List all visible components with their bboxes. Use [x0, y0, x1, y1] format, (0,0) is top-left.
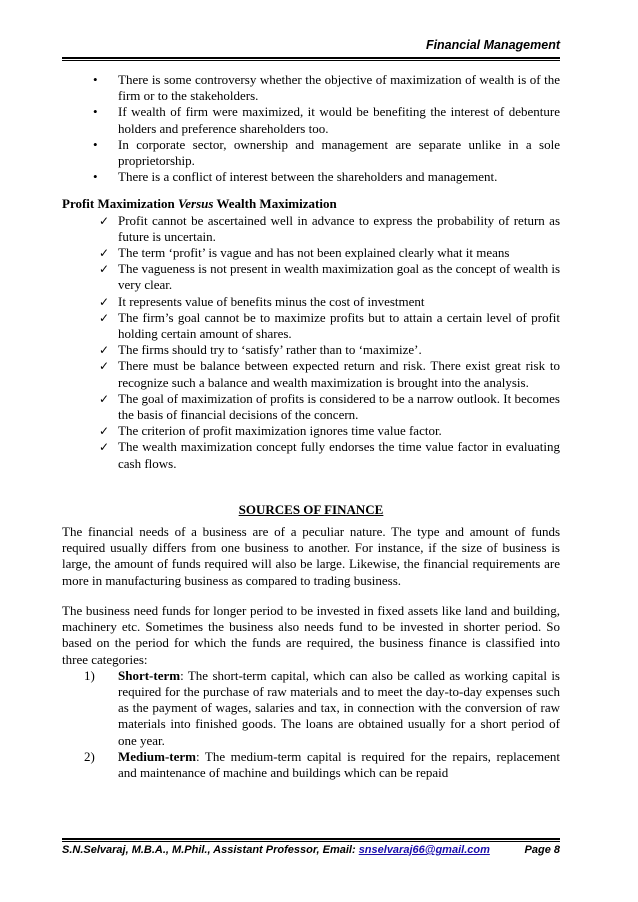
checkmark-icon: ✓ — [99, 213, 110, 228]
checkmark-icon: ✓ — [99, 424, 110, 439]
list-item: ✓ Profit cannot be ascertained well in advance to express the probability of return as future is uncertain. — [99, 212, 560, 244]
email-link[interactable]: snselvaraj66@gmail.com — [358, 844, 490, 856]
checkmark-icon: ✓ — [99, 246, 110, 261]
checkmark-icon: ✓ — [99, 310, 110, 325]
footer-rule — [62, 838, 560, 840]
running-header: Financial Management — [425, 38, 560, 52]
bullet-icon: • — [93, 104, 98, 120]
list-item: • In corporate sector, ownership and management are separate unlike in a sole proprietorship. — [93, 136, 560, 169]
list-item: ✓ The goal of maximization of profits is considered to be a narrow outlook. It becomes the basis of financial decisions of the concern. — [99, 390, 560, 423]
bullet-icon: • — [93, 72, 98, 87]
list-item: ✓ The vagueness is not present in wealth maximization goal as the concept of wealth is very clear. — [99, 261, 560, 293]
bullet-icon: • — [93, 169, 98, 185]
checkmark-icon: ✓ — [99, 440, 110, 455]
checkmark-icon: ✓ — [99, 262, 110, 277]
list-item: • There is some controversy whether the objective of maximization of wealth is of the firm or to the stakeholders. — [93, 72, 560, 104]
list-item: ✓ The criterion of profit maximization ignores time value factor. — [99, 423, 442, 439]
list-item: ✓ The firm’s goal cannot be to maximize profits but to attain a certain level of profit holding certain amount of shares. — [99, 309, 560, 342]
checkmark-icon: ✓ — [99, 391, 110, 406]
list-item: • If wealth of firm were maximized, it would be benefiting the interest of debenture holders and preference shareholders too. — [93, 104, 560, 136]
checkmark-icon: ✓ — [99, 294, 110, 309]
list-item: 1) Short-term: The short-term capital, which can also be called as working capital is required for the purchase of raw materials and to meet the day-to-day expenses such as the payment of wages, salaries and tax, in connection with the conversion of raw materials into finished goods. The loans are obtained usually for a short period of one year. — [84, 667, 560, 748]
list-item: ✓ The term ‘profit’ is vague and has not been explained clearly what it means — [99, 245, 510, 261]
bullet-icon: • — [93, 136, 98, 152]
paragraph-financial-needs: The financial needs of a business are of a peculiar nature. The type and amount of funds required usually differs from one business to another. For instance, if the size of business is large, the amount of funds required will also be large. Likewise, the financial requirements are more in manufacturing business as compared to trading business. — [62, 524, 560, 588]
checkmark-icon: ✓ — [99, 359, 110, 374]
page-number: Page 8 — [524, 844, 560, 856]
list-item: ✓ The wealth maximization concept fully endorses the time value factor in evaluating cash flows. — [99, 439, 560, 471]
footer-rule-thin — [62, 841, 560, 842]
intro-bullet-list — [62, 72, 560, 185]
list-item: 2) Medium-term: The medium-term capital is required for the repairs, replacement and maintenance of machine and buildings which can be repaid — [84, 748, 560, 780]
footer-author: S.N.Selvaraj, M.B.A., M.Phil., Assistant Professor, Email: snselvaraj66@gmail.com — [62, 844, 490, 856]
header-rule-thin — [62, 60, 560, 61]
section-heading-sources-of-finance: SOURCES OF FINANCE — [238, 501, 384, 517]
header-rule — [62, 57, 560, 59]
list-item: • There is a conflict of interest between the shareholders and management. — [93, 169, 498, 185]
list-item: ✓ It represents value of benefits minus the cost of investment — [99, 293, 425, 309]
paragraph-fund-periods: The business need funds for longer period to be invested in fixed assets like land and building, machinery etc. Sometimes the business also needs fund to be invested in shorter period. So based on the period for which the funds are required, the business finance is classified into three categories: — [62, 602, 560, 667]
list-item: ✓ There must be balance between expected return and risk. There exist great risk to recognize such a balance and wealth maximization is brought into the analysis. — [99, 358, 560, 390]
checkmark-icon: ✓ — [99, 343, 110, 358]
comparison-check-list — [62, 213, 560, 472]
list-item: ✓ The firms should try to ‘satisfy’ rather than to ‘maximize’. — [99, 342, 422, 358]
section-heading-profit-vs-wealth: Profit Maximization Versus Wealth Maximization — [62, 196, 337, 212]
finance-category-list — [62, 668, 560, 781]
page-body — [62, 72, 560, 781]
